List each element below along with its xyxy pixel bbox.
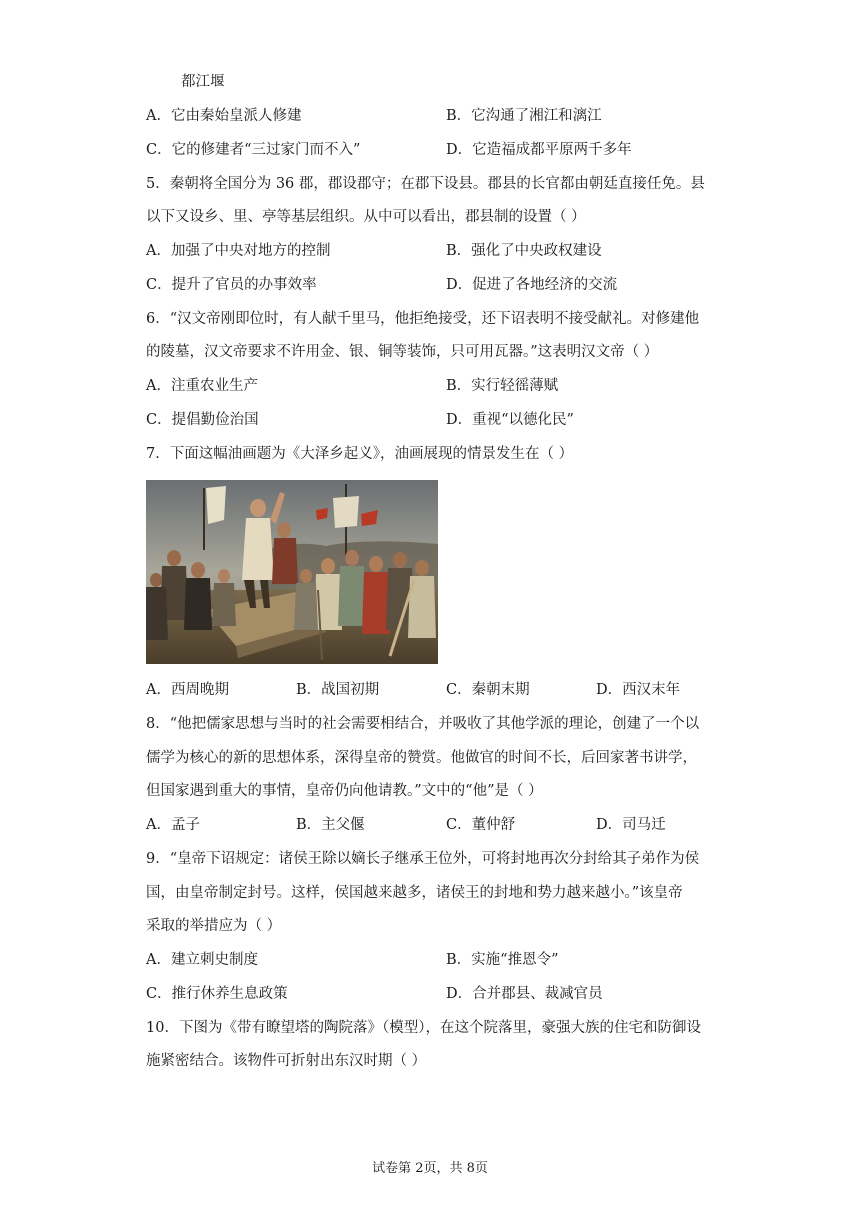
option-b: B．实施“推恩令” xyxy=(446,952,559,968)
question-9-stem: 国，由皇帝制定封号。这样，侯国越来越多，诸侯王的封地和势力越来越小。”该皇帝 xyxy=(146,885,683,901)
option-a: A．西周晚期 xyxy=(146,682,229,698)
page-footer: 试卷第 2页，共 8页 xyxy=(372,1161,488,1176)
option-d: D．促进了各地经济的交流 xyxy=(446,277,618,293)
option-a: A．孟子 xyxy=(146,817,200,833)
continuation-text: 都江堰 xyxy=(181,74,225,90)
option-d: D．重视“以德化民” xyxy=(446,412,574,428)
option-d: D．西汉末年 xyxy=(596,682,681,698)
question-8-stem: 但国家遇到重大的事情，皇帝仍向他请教。”文中的“他”是（ ） xyxy=(146,783,543,799)
question-8-stem: 儒学为核心的新的思想体系，深得皇帝的赞赏。他做官的时间不长，后回家著书讲学， xyxy=(146,750,697,766)
option-d: D．合并郡县、裁减官员 xyxy=(446,986,603,1002)
question-5-stem: 5．秦朝将全国分为 36 郡，郡设郡守；在郡下设县。郡县的长官都由朝廷直接任免。县 xyxy=(146,176,705,192)
question-5-stem: 以下又设乡、里、亭等基层组织。从中可以看出，郡县制的设置（ ） xyxy=(146,209,586,225)
option-b: B．主父偃 xyxy=(296,817,365,833)
painting-illustration xyxy=(146,480,438,664)
question-10-stem: 施紧密结合。该物件可折射出东汉时期（ ） xyxy=(146,1053,427,1069)
question-8-stem: 8．“他把儒家思想与当时的社会需要相结合，并吸收了其他学派的理论，创建了一个以 xyxy=(146,716,700,732)
option-c: C．秦朝末期 xyxy=(446,682,530,698)
option-b: B．强化了中央政权建设 xyxy=(446,243,602,259)
option-c: C．它的修建者“三过家门而不入” xyxy=(146,142,361,158)
option-c: C．提升了官员的办事效率 xyxy=(146,277,317,293)
option-b: B．它沟通了湘江和漓江 xyxy=(446,108,602,124)
option-c: C．推行休养生息政策 xyxy=(146,986,288,1002)
option-d: D．司马迁 xyxy=(596,817,666,833)
question-10-stem: 10．下图为《带有瞭望塔的陶院落》（模型），在这个院落里，豪强大族的住宅和防御设 xyxy=(146,1020,701,1036)
option-a: A．建立刺史制度 xyxy=(146,952,258,968)
question-6-stem: 6．“汉文帝刚即位时，有人献千里马，他拒绝接受，还下诏表明不接受献礼。对修建他 xyxy=(146,311,700,327)
question-9-stem: 9．“皇帝下诏规定：诸侯王除以嫡长子继承王位外，可将封地再次分封给其子弟作为侯 xyxy=(146,851,700,867)
option-a: A．注重农业生产 xyxy=(146,378,258,394)
question-9-stem: 采取的举措应为（ ） xyxy=(146,918,282,934)
option-c: C．提倡勤俭治国 xyxy=(146,412,259,428)
option-a: A．加强了中央对地方的控制 xyxy=(146,243,331,259)
option-a: A．它由秦始皇派人修建 xyxy=(146,108,302,124)
dazexiang-uprising-painting xyxy=(146,480,438,664)
option-b: B．战国初期 xyxy=(296,682,380,698)
option-c: C．董仲舒 xyxy=(446,817,516,833)
question-6-stem: 的陵墓，汉文帝要求不许用金、银、铜等装饰，只可用瓦器。”这表明汉文帝（ ） xyxy=(146,344,659,360)
option-d: D．它造福成都平原两千多年 xyxy=(446,142,632,158)
option-b: B．实行轻徭薄赋 xyxy=(446,378,559,394)
question-7-stem: 7．下面这幅油画题为《大泽乡起义》，油画展现的情景发生在（ ） xyxy=(146,446,574,462)
